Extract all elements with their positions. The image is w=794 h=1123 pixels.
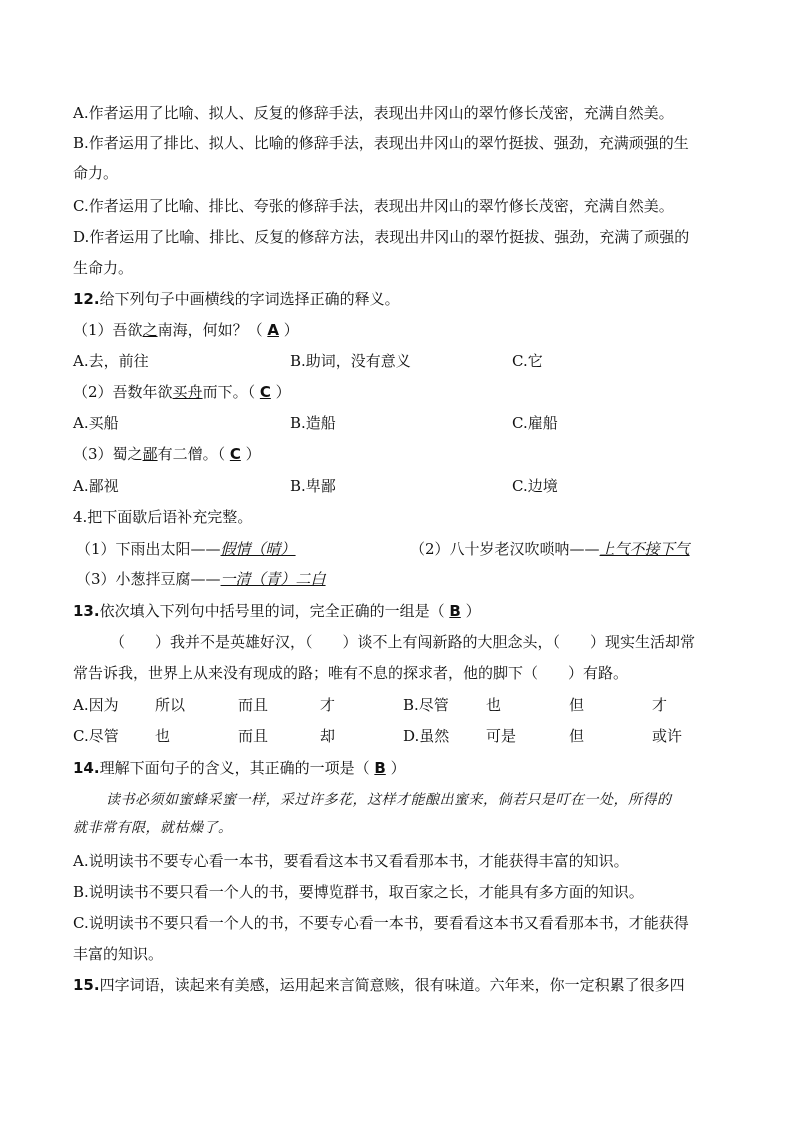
question-number: 12. <box>73 290 100 308</box>
q14-quote-line-2: 就非常有限，就枯燥了。 <box>73 820 233 836</box>
q12-3-option-c: C.边境 <box>512 477 558 495</box>
q4-item-3 <box>76 569 326 589</box>
item-text: 南海，何如？（ <box>157 321 268 339</box>
item-text: ） <box>240 445 261 463</box>
q13-stem-line <box>73 601 481 621</box>
q4-item-1 <box>76 539 296 559</box>
item-text: （1）吾欲 <box>73 321 143 339</box>
q14-option-b: B.说明读书不要只看一个人的书，要博览群书，取百家之长，才能具有多方面的知识。 <box>73 883 644 901</box>
q12-3-option-a: A.鄙视 <box>73 477 119 495</box>
q13-option-cell: 但 <box>569 727 585 745</box>
question-stem: 依次填入下列句中括号里的词，完全正确的一组是（ <box>99 602 450 620</box>
item-text: （2）八十岁老汉吹唢呐—— <box>410 540 600 558</box>
q14-quote-line-1: 读书必须如蜜蜂采蜜一样，采过许多花，这样才能酿出蜜来，倘若只是叮在一处，所得的 <box>106 792 672 808</box>
q12-1-option-b: B.助词，没有意义 <box>290 352 411 370</box>
answer-blank: B <box>374 759 386 777</box>
q11-option-c: C.作者运用了比喻、排比、夸张的修辞手法，表现出井冈山的翠竹修长茂密，充满自然美。 <box>73 197 674 215</box>
handwritten-answer: 假情（晴） <box>220 540 296 558</box>
q13-option-cell: 或许 <box>652 727 683 745</box>
q12-2-option-b: B.造船 <box>290 414 336 432</box>
q13-option-cell: 才 <box>320 696 336 714</box>
q13-option-cell: 可是 <box>486 727 517 745</box>
q12-item-1 <box>73 320 299 340</box>
q14-option-c: C.说明读书不要只看一个人的书，不要专心看一本书，要看看这本书又看看那本书，才能获得 <box>73 914 689 932</box>
q13-option-cell: 也 <box>486 696 502 714</box>
underlined-word: 鄙 <box>142 445 158 463</box>
q14-option-a: A.说明读书不要专心看一本书，要看看这本书又看看那本书，才能获得丰富的知识。 <box>73 852 629 870</box>
question-number: 15. <box>73 976 100 994</box>
q13-option-cell: A.因为 <box>73 696 119 714</box>
q13-option-cell: 而且 <box>238 727 269 745</box>
answer-blank: A <box>267 321 279 339</box>
q15-stem-line <box>73 975 685 995</box>
q13-passage-line-1: （ ）我并不是英雄好汉，（ ）谈不上有闯新路的大胆念头，（ ）现实生活却常 <box>110 633 696 651</box>
item-text: ） <box>270 383 291 401</box>
underlined-word: 之 <box>142 321 158 339</box>
q13-option-cell: C.尽管 <box>73 727 119 745</box>
handwritten-answer: 上气不接下气 <box>599 540 690 558</box>
q13-passage-line-2: 常告诉我，世界上从来没有现成的路；唯有不息的探求者，他的脚下（ ）有路。 <box>73 664 629 682</box>
item-text: 而下。（ <box>202 383 260 401</box>
item-text: ） <box>278 321 299 339</box>
q14-option-c-cont: 丰富的知识。 <box>73 945 164 963</box>
question-number: 14. <box>73 759 100 777</box>
q11-option-b: B.作者运用了排比、拟人、比喻的修辞手法，表现出井冈山的翠竹挺拔、强劲，充满顽强的生 <box>73 134 689 152</box>
item-text: （2）吾数年欲 <box>73 383 173 401</box>
answer-blank: C <box>229 445 241 463</box>
q12-2-option-c: C.雇船 <box>512 414 558 432</box>
q12-1-option-c: C.它 <box>512 352 543 370</box>
q4-item-2 <box>410 539 690 559</box>
q11-option-a: A.作者运用了比喻、拟人、反复的修辞手法，表现出井冈山的翠竹修长茂密，充满自然美。 <box>73 104 674 122</box>
question-stem: 给下列句子中画横线的字词选择正确的释义。 <box>99 290 400 308</box>
q12-1-option-a: A.去，前往 <box>73 352 149 370</box>
q12-2-option-a: A.买船 <box>73 414 119 432</box>
q13-option-cell: 但 <box>569 696 585 714</box>
q11-option-b-cont: 命力。 <box>73 164 119 182</box>
handwritten-answer: 一清（青）二白 <box>220 570 326 588</box>
question-stem: 四字词语，读起来有美感，运用起来言简意赅，很有味道。六年来，你一定积累了很多四 <box>99 976 685 994</box>
q13-option-cell: B.尽管 <box>403 696 449 714</box>
q13-option-cell: 才 <box>652 696 668 714</box>
question-stem: 理解下面句子的含义，其正确的一项是（ <box>99 759 375 777</box>
item-text: ） <box>460 602 481 620</box>
q11-option-d: D.作者运用了比喻、排比、反复的修辞方法，表现出井冈山的翠竹挺拔、强劲，充满了顽强的 <box>73 228 690 246</box>
item-text: （1）下雨出太阳—— <box>76 540 221 558</box>
item-text: （3）蜀之 <box>73 445 143 463</box>
q12-stem-line <box>73 289 400 309</box>
item-text: ） <box>385 759 406 777</box>
q13-option-cell: 却 <box>320 727 336 745</box>
q12-item-2 <box>73 382 291 402</box>
question-number: 13. <box>73 602 100 620</box>
item-text: （3）小葱拌豆腐—— <box>76 570 221 588</box>
q13-option-cell: D.虽然 <box>403 727 450 745</box>
item-text: 有二僧。（ <box>157 445 230 463</box>
q11-option-d-cont: 生命力。 <box>73 259 134 277</box>
q13-option-cell: 所以 <box>155 696 186 714</box>
answer-blank: C <box>259 383 271 401</box>
answer-blank: B <box>449 602 461 620</box>
q4-stem: 4.把下面歇后语补充完整。 <box>73 508 253 526</box>
q13-option-cell: 也 <box>155 727 171 745</box>
q12-3-option-b: B.卑鄙 <box>290 477 336 495</box>
q14-stem-line <box>73 758 406 778</box>
underlined-word: 买舟 <box>172 383 203 401</box>
q13-option-cell: 而且 <box>238 696 269 714</box>
q12-item-3 <box>73 444 261 464</box>
